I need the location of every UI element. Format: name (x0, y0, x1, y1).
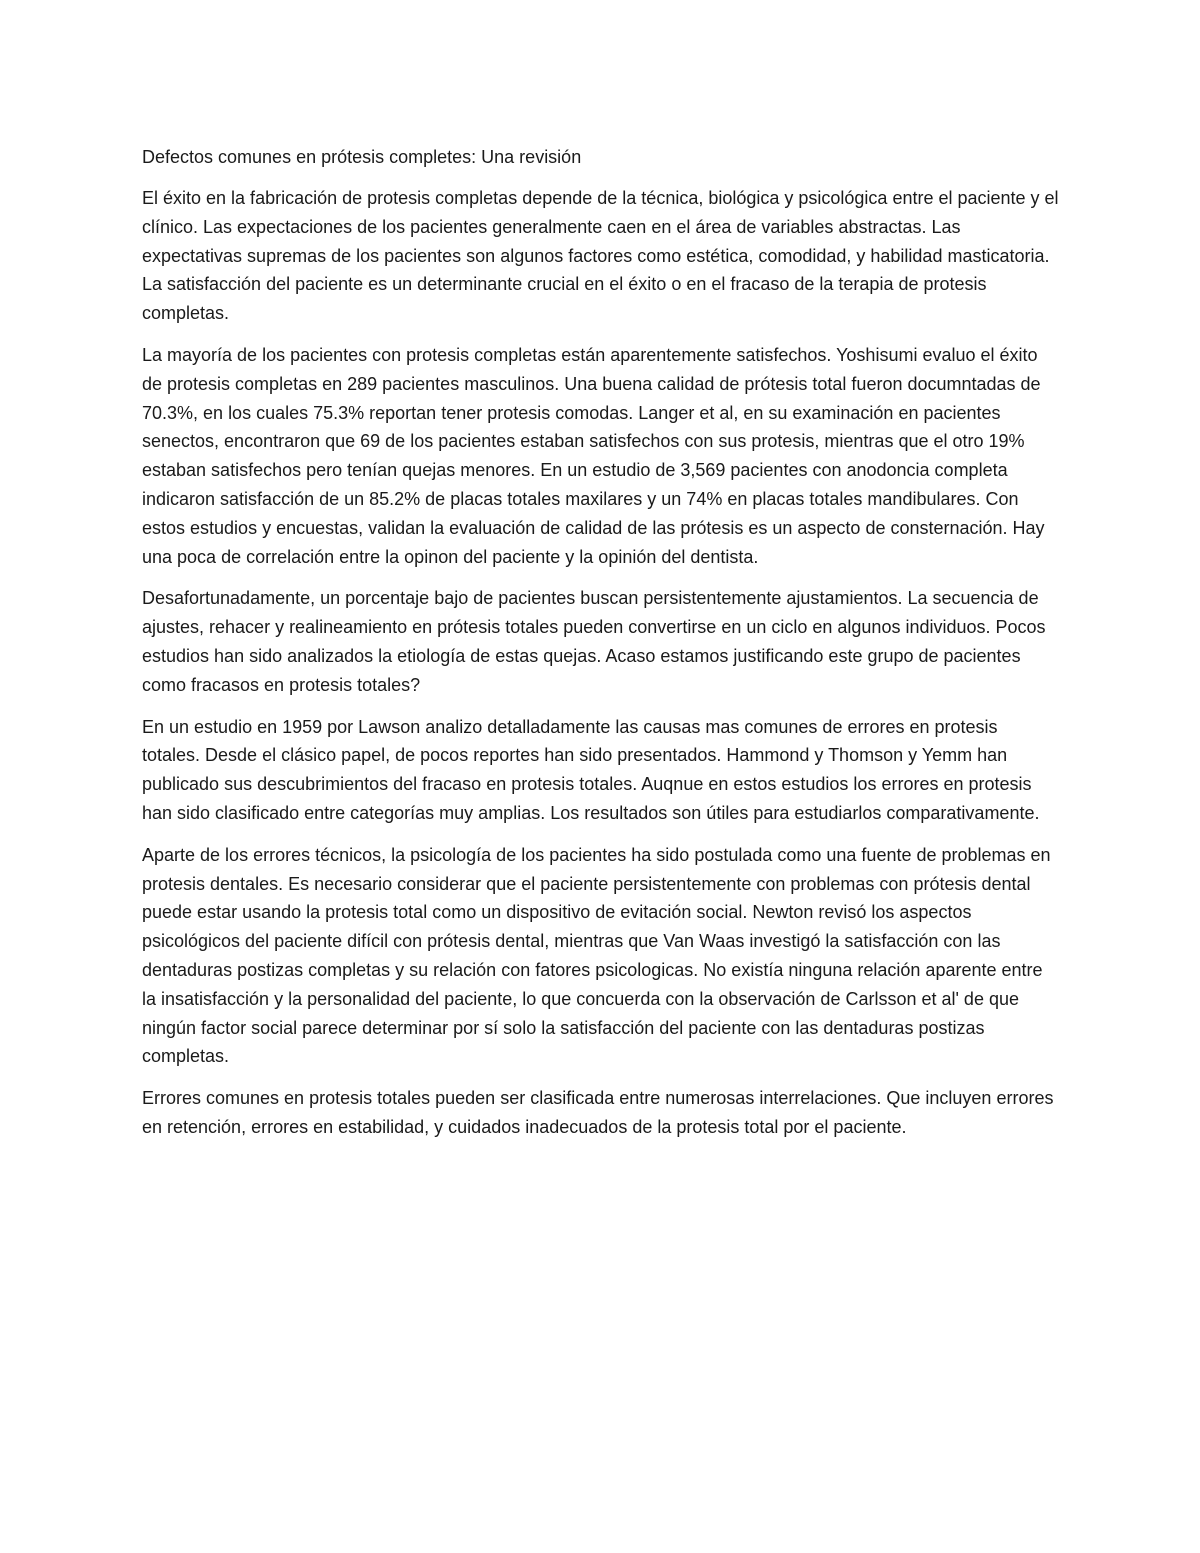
paragraph-2: La mayoría de los pacientes con protesis completas están aparentemente satisfechos. Yoshisumi evaluo el éxito de protesis completas en 289 pacientes masculinos. Una buena calidad de prótesis total fueron documntadas de 70.3%, en los cuales 75.3% reportan tener protesis comodas. Langer et al, en su examinación en pacientes senectos, encontraron que 69 de los pacientes estaban satisfechos con sus protesis, mientras que el otro 19% estaban satisfechos pero tenían quejas menores. En un estudio de 3,569 pacientes con anodoncia completa indicaron satisfacción de un 85.2% de placas totales maxilares y un 74% en placas totales mandibulares. Con estos estudios y encuestas, validan la evaluación de calidad de las prótesis es un aspecto de consternación. Hay una poca de correlación entre la opinon del paciente y la opinión del dentista. (142, 344, 1045, 567)
paragraph-3: Desafortunadamente, un porcentaje bajo de pacientes buscan persistentemente ajustamientos. La secuencia de ajustes, rehacer y realineamiento en prótesis totales pueden convertirse en un ciclo en algunos individuos. Pocos estudios han sido analizados la etiología de estas quejas. Acaso estamos justificando este grupo de pacientes como fracasos en protesis totales? (142, 588, 1046, 695)
paragraph-6: Errores comunes en protesis totales pueden ser clasificada entre numerosas interrelaciones. Que incluyen errores en retención, errores en estabilidad, y cuidados inadecuados de la protesis total por el paciente. (142, 1088, 1054, 1137)
paragraph-5: Aparte de los errores técnicos, la psicología de los pacientes ha sido postulada como una fuente de problemas en protesis dentales. Es necesario considerar que el paciente persistentemente con problemas con prótesis dental puede estar usando la protesis total como un dispositivo de evitación social. Newton revisó los aspectos psicológicos del paciente difícil con prótesis dental, mientras que Van Waas investigó la satisfacción con las dentaduras postizas completas y su relación con fatores psicologicas. No existía ninguna relación aparente entre la insatisfacción y la personalidad del paciente, lo que concuerda con la observación de Carlsson et al' de que ningún factor social parece determinar por sí solo la satisfacción del paciente con las dentaduras postizas completas. (142, 844, 1051, 1067)
document-title: Defectos comunes en prótesis completes: Una revisión (142, 147, 582, 167)
paragraph-1: El éxito en la fabricación de protesis completas depende de la técnica, biológica y psicológica entre el paciente y el clínico. Las expectaciones de los pacientes generalmente caen en el área de variables abstractas. Las expectativas supremas de los pacientes son algunos factores como estética, comodidad, y habilidad masticatoria. La satisfacción del paciente es un determinante crucial en el éxito o en el fracaso de la terapia de protesis completas. (142, 188, 1059, 324)
paragraph-4: En un estudio en 1959 por Lawson analizo detalladamente las causas mas comunes de errores en protesis totales. Desde el clásico papel, de pocos reportes han sido presentados. Hammond y Thomson y Yemm han publicado sus descubrimientos del fracaso en protesis totales. Auqnue en estos estudios los errores en protesis han sido clasificado entre categorías muy amplias. Los resultados son útiles para estudiarlos comparativamente. (142, 716, 1040, 823)
